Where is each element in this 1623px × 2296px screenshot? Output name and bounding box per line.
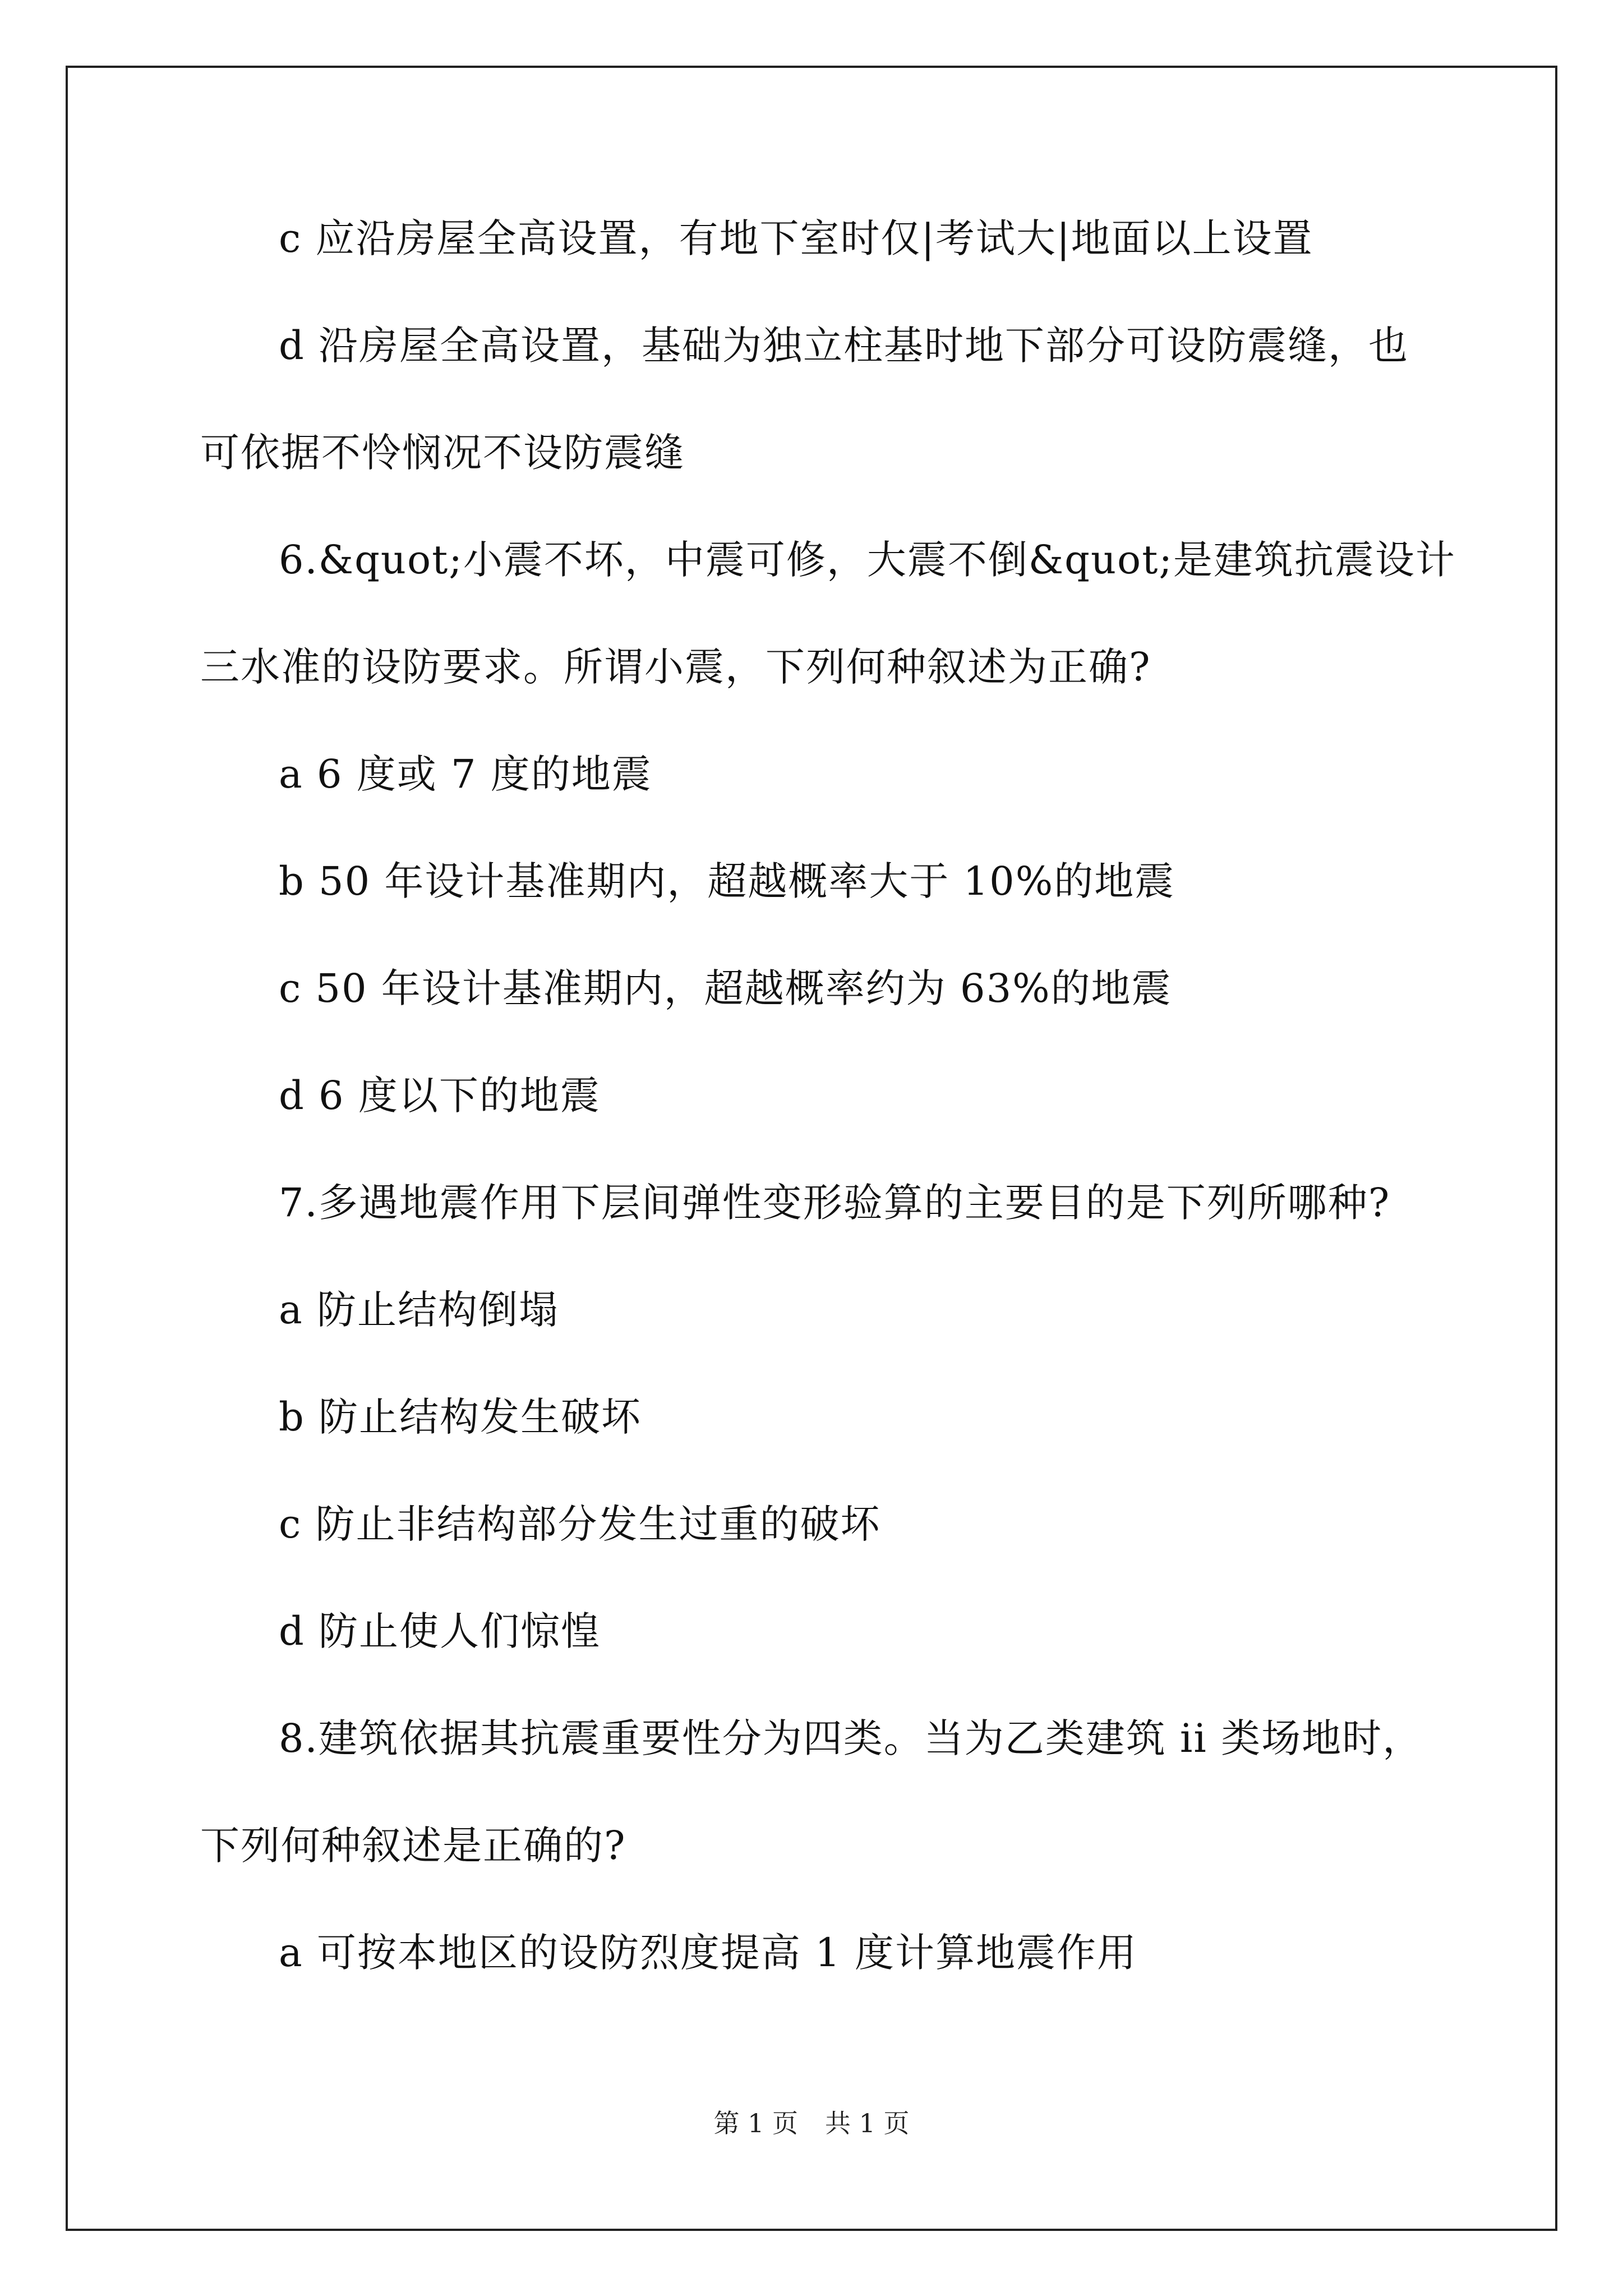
option-c-line: c 应沿房屋全高设置，有地下室时仅|考试大|地面以上设置 (279, 215, 1313, 261)
option-d-continuation: 可依据不怜悯况不设防震缝 (200, 430, 685, 476)
q6-option-d: d 6 度以下的地震 (279, 1073, 601, 1119)
q7-option-d: d 防止使人们惊惶 (279, 1608, 602, 1654)
q6-option-b: b 50 年设计基准期内，超越概率大于 10%的地震 (279, 858, 1175, 904)
q7-option-c: c 防止非结构部分发生过重的破坏 (279, 1501, 881, 1547)
question-8-line: 8.建筑依据其抗震重要性分为四类。当为乙类建筑 ii 类场地时， (279, 1715, 1423, 1761)
question-6-line: 6.&quot;小震不坏，中震可修，大震不倒&quot;是建筑抗震设计 (279, 537, 1456, 583)
q8-option-a: a 可按本地区的设防烈度提高 1 度计算地震作用 (279, 1930, 1138, 1976)
q7-option-b: b 防止结构发生破坏 (279, 1394, 642, 1440)
q6-option-a: a 6 度或 7 度的地震 (279, 751, 652, 797)
page-total: 共 1 页 (825, 2108, 910, 2138)
q6-option-c: c 50 年设计基准期内，超越概率约为 63%的地震 (279, 965, 1172, 1011)
question-7-line: 7.多遇地震作用下层间弹性变形验算的主要目的是下列所哪种? (279, 1180, 1391, 1226)
question-6-continuation: 三水准的设防要求。所谓小震，下列何种叙述为正确? (200, 644, 1151, 690)
option-d-line: d 沿房屋全高设置，基础为独立柱基时地下部分可设防震缝，也 (279, 323, 1409, 369)
page-footer (0, 2106, 1623, 2140)
q7-option-a: a 防止结构倒塌 (279, 1287, 559, 1333)
page-number: 第 1 页 (713, 2108, 798, 2138)
page-border (66, 66, 1557, 2231)
question-8-continuation: 下列何种叙述是正确的? (200, 1823, 626, 1869)
